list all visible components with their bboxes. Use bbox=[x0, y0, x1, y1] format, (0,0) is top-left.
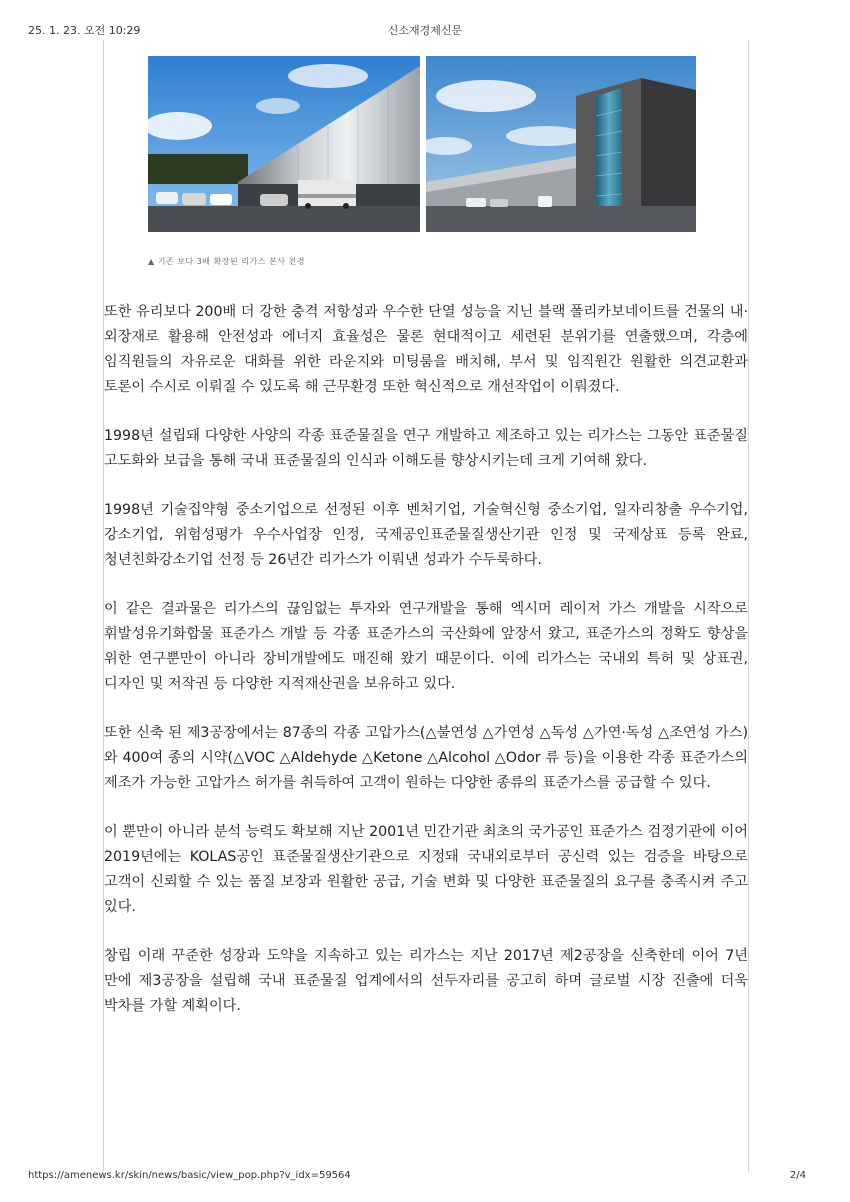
content-border-right bbox=[748, 40, 749, 1172]
article-paragraph: 또한 신축 된 제3공장에서는 87종의 각종 고압가스(△불연성 △가연성 △독성 △가연·독성 △조연성 가스)와 400여 종의 시약(△VOC △Aldehyde △Ketone △Alcohol △Odor 류 등)을 이용한 각종 표준가스의 제조가 가능한 고압가스 허가를 취득하여 고객이 원하는 다양한 종류의 표준가스를 공급할 수 있다. bbox=[104, 725, 748, 791]
page-number: 2/4 bbox=[789, 1170, 806, 1181]
article-paragraph: 1998년 설립돼 다양한 사양의 각종 표준물질을 연구 개발하고 제조하고 있는 리가스는 그동안 표준물질 고도화와 보급을 통해 국내 표준물질의 인식과 이해도를 향상시키는데 크게 기여해 왔다. bbox=[104, 428, 748, 469]
article-paragraph: 또한 유리보다 200배 더 강한 충격 저항성과 우수한 단열 성능을 지닌 블랙 폴리카보네이트를 건물의 내·외장재로 활용해 안전성과 에너지 효율성은 물론 현대적이고 세련된 분위기를 연출했으며, 각층에 임직원들의 자유로운 대화를 위한 라운지와 미팅룸을 배치해, 부서 및 임직원간 원활한 의견교환과 토론이 수시로 이뤄질 수 있도록 해 근무환경 또한 혁신적으로 개선작업이 이뤄졌다. bbox=[104, 304, 748, 395]
headquarters-photo-front bbox=[148, 56, 420, 232]
article-paragraph: 이 뿐만이 아니라 분석 능력도 확보해 지난 2001년 민간기관 최초의 국가공인 표준가스 검정기관에 이어 2019년에는 KOLAS공인 표준물질생산기관으로 지정돼 국내외로부터 공신력 있는 검증을 바탕으로 고객이 신뢰할 수 있는 품질 보장과 원활한 공급, 기술 변화 및 다양한 표준물질의 요구를 충족시켜 주고 있다. bbox=[104, 824, 748, 915]
article-body bbox=[104, 300, 748, 1043]
site-title: 신소재경제신문 bbox=[387, 24, 463, 37]
article-paragraph: 1998년 기술집약형 중소기업으로 선정된 이후 벤처기업, 기술혁신형 중소기업, 일자리창출 우수기업, 강소기업, 위험성평가 우수사업장 인정, 국제공인표준물질생산기관 인정 및 국제상표 등록 완료, 청년친화강소기업 선정 등 26년간 리가스가 이뤄낸 성과가 수두룩하다. bbox=[104, 502, 748, 568]
article-paragraph: 이 같은 결과물은 리가스의 끊임없는 투자와 연구개발을 통해 엑시머 레이저 가스 개발을 시작으로 휘발성유기화합물 표준가스 개발 등 각종 표준가스의 국산화에 앞장서 왔고, 표준가스의 정확도 향상을 위한 연구뿐만이 아니라 장비개발에도 매진해 왔기 때문이다. 이에 리가스는 국내외 특허 및 상표권, 디자인 및 저작권 등 다양한 지적재산권을 보유하고 있다. bbox=[104, 601, 748, 692]
headquarters-photo-side bbox=[426, 56, 696, 232]
print-datetime: 25. 1. 23. 오전 10:29 bbox=[28, 24, 141, 37]
article-paragraph: 창립 이래 꾸준한 성장과 도약을 지속하고 있는 리가스는 지난 2017년 제2공장을 신축한데 이어 7년 만에 제3공장을 설립해 국내 표준물질 업계에서의 선두자리를 공고히 하며 글로벌 시장 진출에 더욱 박차를 가할 계획이다. bbox=[104, 948, 748, 1014]
photo-caption: ▲ 기존 보다 3배 확장된 리가스 본사 전경 bbox=[148, 257, 305, 266]
page-url: https://amenews.kr/skin/news/basic/view_pop.php?v_idx=59564 bbox=[28, 1170, 351, 1181]
